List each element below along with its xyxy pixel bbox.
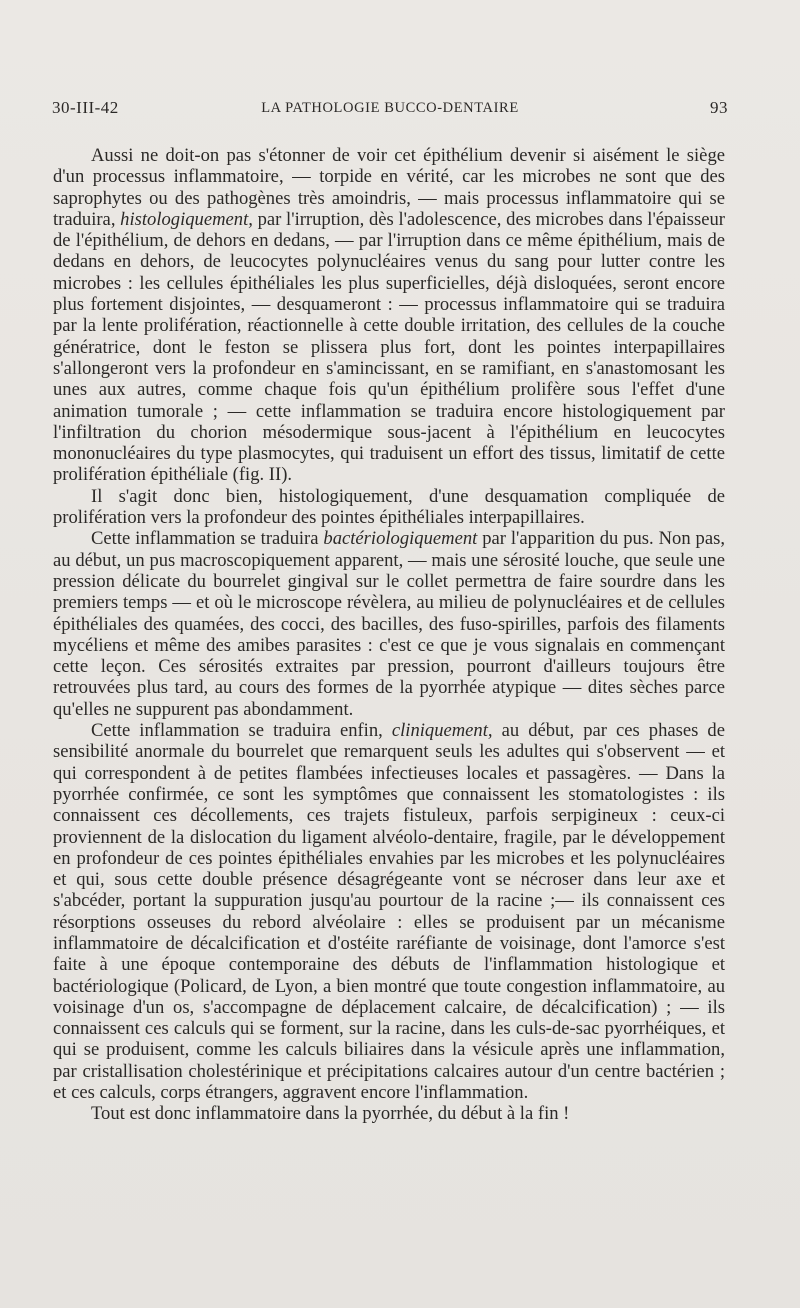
paragraph-4-text-a: Cette inflammation se traduira enfin, xyxy=(91,720,392,742)
paragraph-1-text-b: par l'irruption, dès l'adolescence, des microbes dans l'épaisseur de l'épithélium, de dehors en dedans, — par l'irruption dans ce même épithélium, mais de dedans en dehors, de leucocytes polynucléaires venus du sang pour lutter contre les microbes : les cellules épithéliales les plus superficielles, déjà disloquées, seront encore plus fortement disjointes, — desquameront : — processus inflammatoire qui se traduira par la lente prolifération, réactionnelle à cette double irritation, des cellules de la couche génératrice, dont le feston se plissera plus fort, dont les pointes interpapillaires s'allongeront vers la profondeur en s'amincissant, en se ramifiant, en s'anastomosant les unes aux autres, comme chaque fois qu'un épithélium prolifère sous l'effet d'une animation tumorale ; — cette inflammation se traduira encore histologiquement par l'infiltration du chorion mésodermique sous-jacent à l'épithélium en leucocytes mononucléaires du type plasmocytes, qui traduisent un effort des tissus, limitatif de cette prolifération épithéliale (fig. II). xyxy=(53,208,725,486)
paragraph-5 xyxy=(53,1103,725,1124)
paragraph-5-text: Tout est donc inflammatoire dans la pyorrhée, du début à la fin ! xyxy=(91,1103,570,1125)
paragraph-3-text-a: Cette inflammation se traduira xyxy=(91,528,324,550)
paragraph-1-emphasis: histologiquement, xyxy=(120,208,253,230)
paragraph-3-emphasis: bactériologiquement xyxy=(323,528,478,550)
paragraph-4-text-b: au début, par ces phases de sensibilité anormale du bourrelet que remarquent seuls les adultes qui s'observent — et qui correspondent à de petites flambées infectieuses locales et passagères. — Dans la pyorrhée confirmée, ce sont les symptômes que connaissent les stomatologistes : ils connaissent ces décollements, ces trajets fistuleux, parfois serpigineux : ceux-ci proviennent de la dislocation du ligament alvéolo-dentaire, fragile, par le développement en profondeur de ces pointes épithéliales envahies par les microbes et les polynucléaires et qui, sous cette double présence désagrégeante vont se nécroser dans leur axe et s'abcéder, portant la suppuration jusqu'au pourtour de la racine ;— ils connaissent ces résorptions osseuses du rebord alvéolaire : elles se produisent par un mécanisme inflammatoire de décalcification et d'ostéite raréfiante de voisinage, dont l'amorce s'est faite à une époque contemporaine des débuts de l'inflammation histologique et bactériologique (Policard, de Lyon, a bien montré que toute congestion inflammatoire, au voisinage d'un os, s'accompagne de déplacement calcaire, de décalcification) ; — ils connaissent ces calculs qui se forment, sur la racine, dans les culs-de-sac pyorrhéiques, et qui se produisent, comme les calculs biliaires dans la vésicule après une inflammation, par cristallisation cholestérinique et précipitations calcaires autour d'un centre bactérien ; et ces calculs, corps étrangers, aggravent encore l'inflammation. xyxy=(53,720,725,1104)
paragraph-4 xyxy=(53,720,725,1103)
body-text xyxy=(53,145,725,1125)
page-number: 93 xyxy=(710,98,728,117)
running-title: LA PATHOLOGIE BUCCO-DENTAIRE xyxy=(261,100,519,116)
paragraph-3 xyxy=(53,528,725,720)
paragraph-2 xyxy=(53,486,725,529)
paragraph-2-text: Il s'agit donc bien, histologiquement, d'une desquamation compliquée de prolifération vers la profondeur des pointes épithéliales interpapillaires. xyxy=(53,485,725,529)
paragraph-4-emphasis: cliniquement, xyxy=(391,720,493,742)
header-date: 30-III-42 xyxy=(52,98,119,117)
paragraph-3-text-b: par l'apparition du pus. Non pas, au début, un pus macroscopiquement apparent, — mais une sérosité louche, que seule une pression délicate du bourrelet gingival sur le collet permettra de faire sourdre dans les premiers temps — et où le microscope révèlera, au milieu de polynucléaires et de cellules épithéliales des quamées, des cocci, des bacilles, des fuso-spirilles, parfois des filaments mycéliens et même des amibes parasites : c'est ce que je vous signalais en commençant cette leçon. Ces sérosités extraites par pression, pourront d'ailleurs toujours être retrouvées plus tard, au cours des formes de la pyorrhée atypique — dites sèches parce qu'elles ne suppurent pas abondamment. xyxy=(53,528,725,720)
paragraph-1 xyxy=(53,145,725,486)
page-header xyxy=(52,98,728,126)
paragraph-1-text-a: Aussi ne doit-on pas s'étonner de voir cet épithélium devenir si aisément le siège d'un processus inflammatoire, — torpide en vérité, car les microbes ne sont que des saprophytes ou des pathogènes très amoindris, — mais processus inflammatoire qui se traduira, xyxy=(53,145,725,230)
